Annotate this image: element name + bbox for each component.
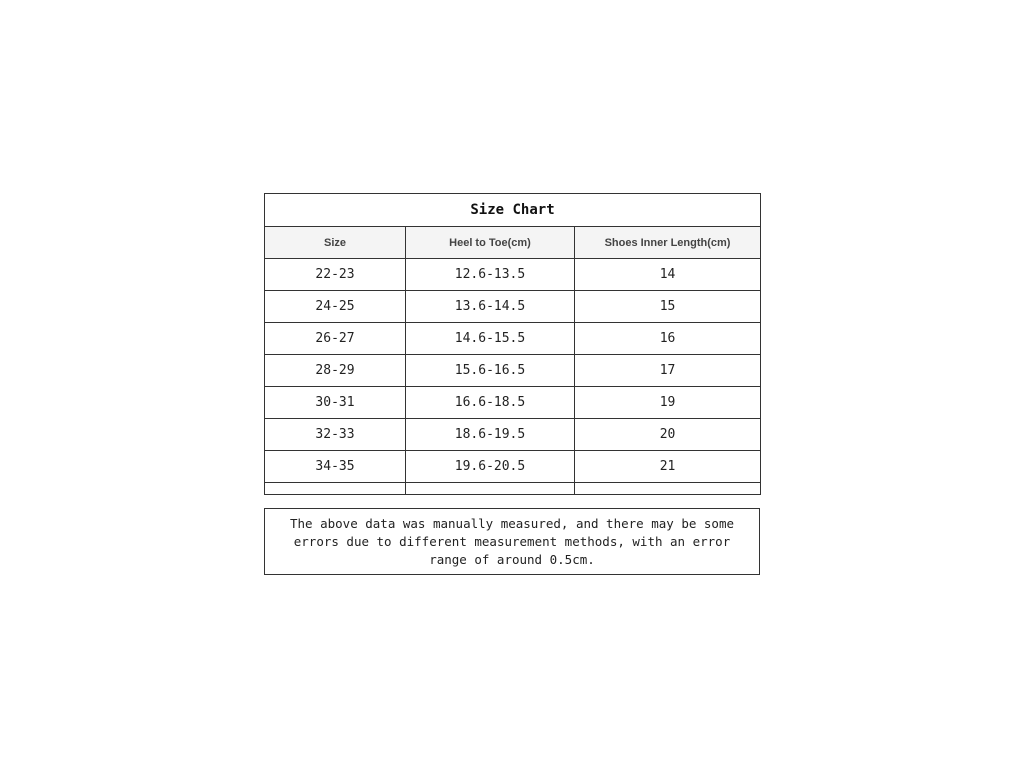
table-row: [265, 291, 761, 323]
title-row: [265, 194, 761, 227]
table-spacer: [265, 483, 761, 495]
spacer-cell: [265, 483, 406, 495]
chart-title: Size Chart: [265, 194, 761, 227]
inner-length-cell: 20: [575, 419, 761, 451]
heel-to-toe-cell: 13.6-14.5: [406, 291, 575, 323]
table-row: [265, 451, 761, 483]
size-cell: 30-31: [265, 387, 406, 419]
heel-to-toe-cell: 12.6-13.5: [406, 259, 575, 291]
size-cell: 26-27: [265, 323, 406, 355]
spacer-cell: [575, 483, 761, 495]
size-chart: [264, 193, 760, 495]
table-row: [265, 387, 761, 419]
heel-to-toe-cell: 16.6-18.5: [406, 387, 575, 419]
heel-to-toe-cell: 18.6-19.5: [406, 419, 575, 451]
measurement-note: [264, 508, 760, 575]
size-cell: 28-29: [265, 355, 406, 387]
header-size: Size: [265, 227, 406, 259]
inner-length-cell: 21: [575, 451, 761, 483]
inner-length-cell: 19: [575, 387, 761, 419]
table-row: [265, 323, 761, 355]
header-inner-length: Shoes Inner Length(cm): [575, 227, 761, 259]
spacer-cell: [406, 483, 575, 495]
inner-length-cell: 14: [575, 259, 761, 291]
table-row: [265, 259, 761, 291]
size-cell: 32-33: [265, 419, 406, 451]
size-cell: 22-23: [265, 259, 406, 291]
table-row: [265, 419, 761, 451]
header-heel-to-toe: Heel to Toe(cm): [406, 227, 575, 259]
inner-length-cell: 15: [575, 291, 761, 323]
inner-length-cell: 16: [575, 323, 761, 355]
table-row: [265, 355, 761, 387]
header-row: [265, 227, 761, 259]
size-table: [264, 193, 761, 495]
inner-length-cell: 17: [575, 355, 761, 387]
heel-to-toe-cell: 14.6-15.5: [406, 323, 575, 355]
heel-to-toe-cell: 15.6-16.5: [406, 355, 575, 387]
size-cell: 34-35: [265, 451, 406, 483]
heel-to-toe-cell: 19.6-20.5: [406, 451, 575, 483]
size-cell: 24-25: [265, 291, 406, 323]
note-text: The above data was manually measured, and there may be some errors due to different measurement methods, with an error range of around 0.5cm.: [289, 515, 734, 567]
